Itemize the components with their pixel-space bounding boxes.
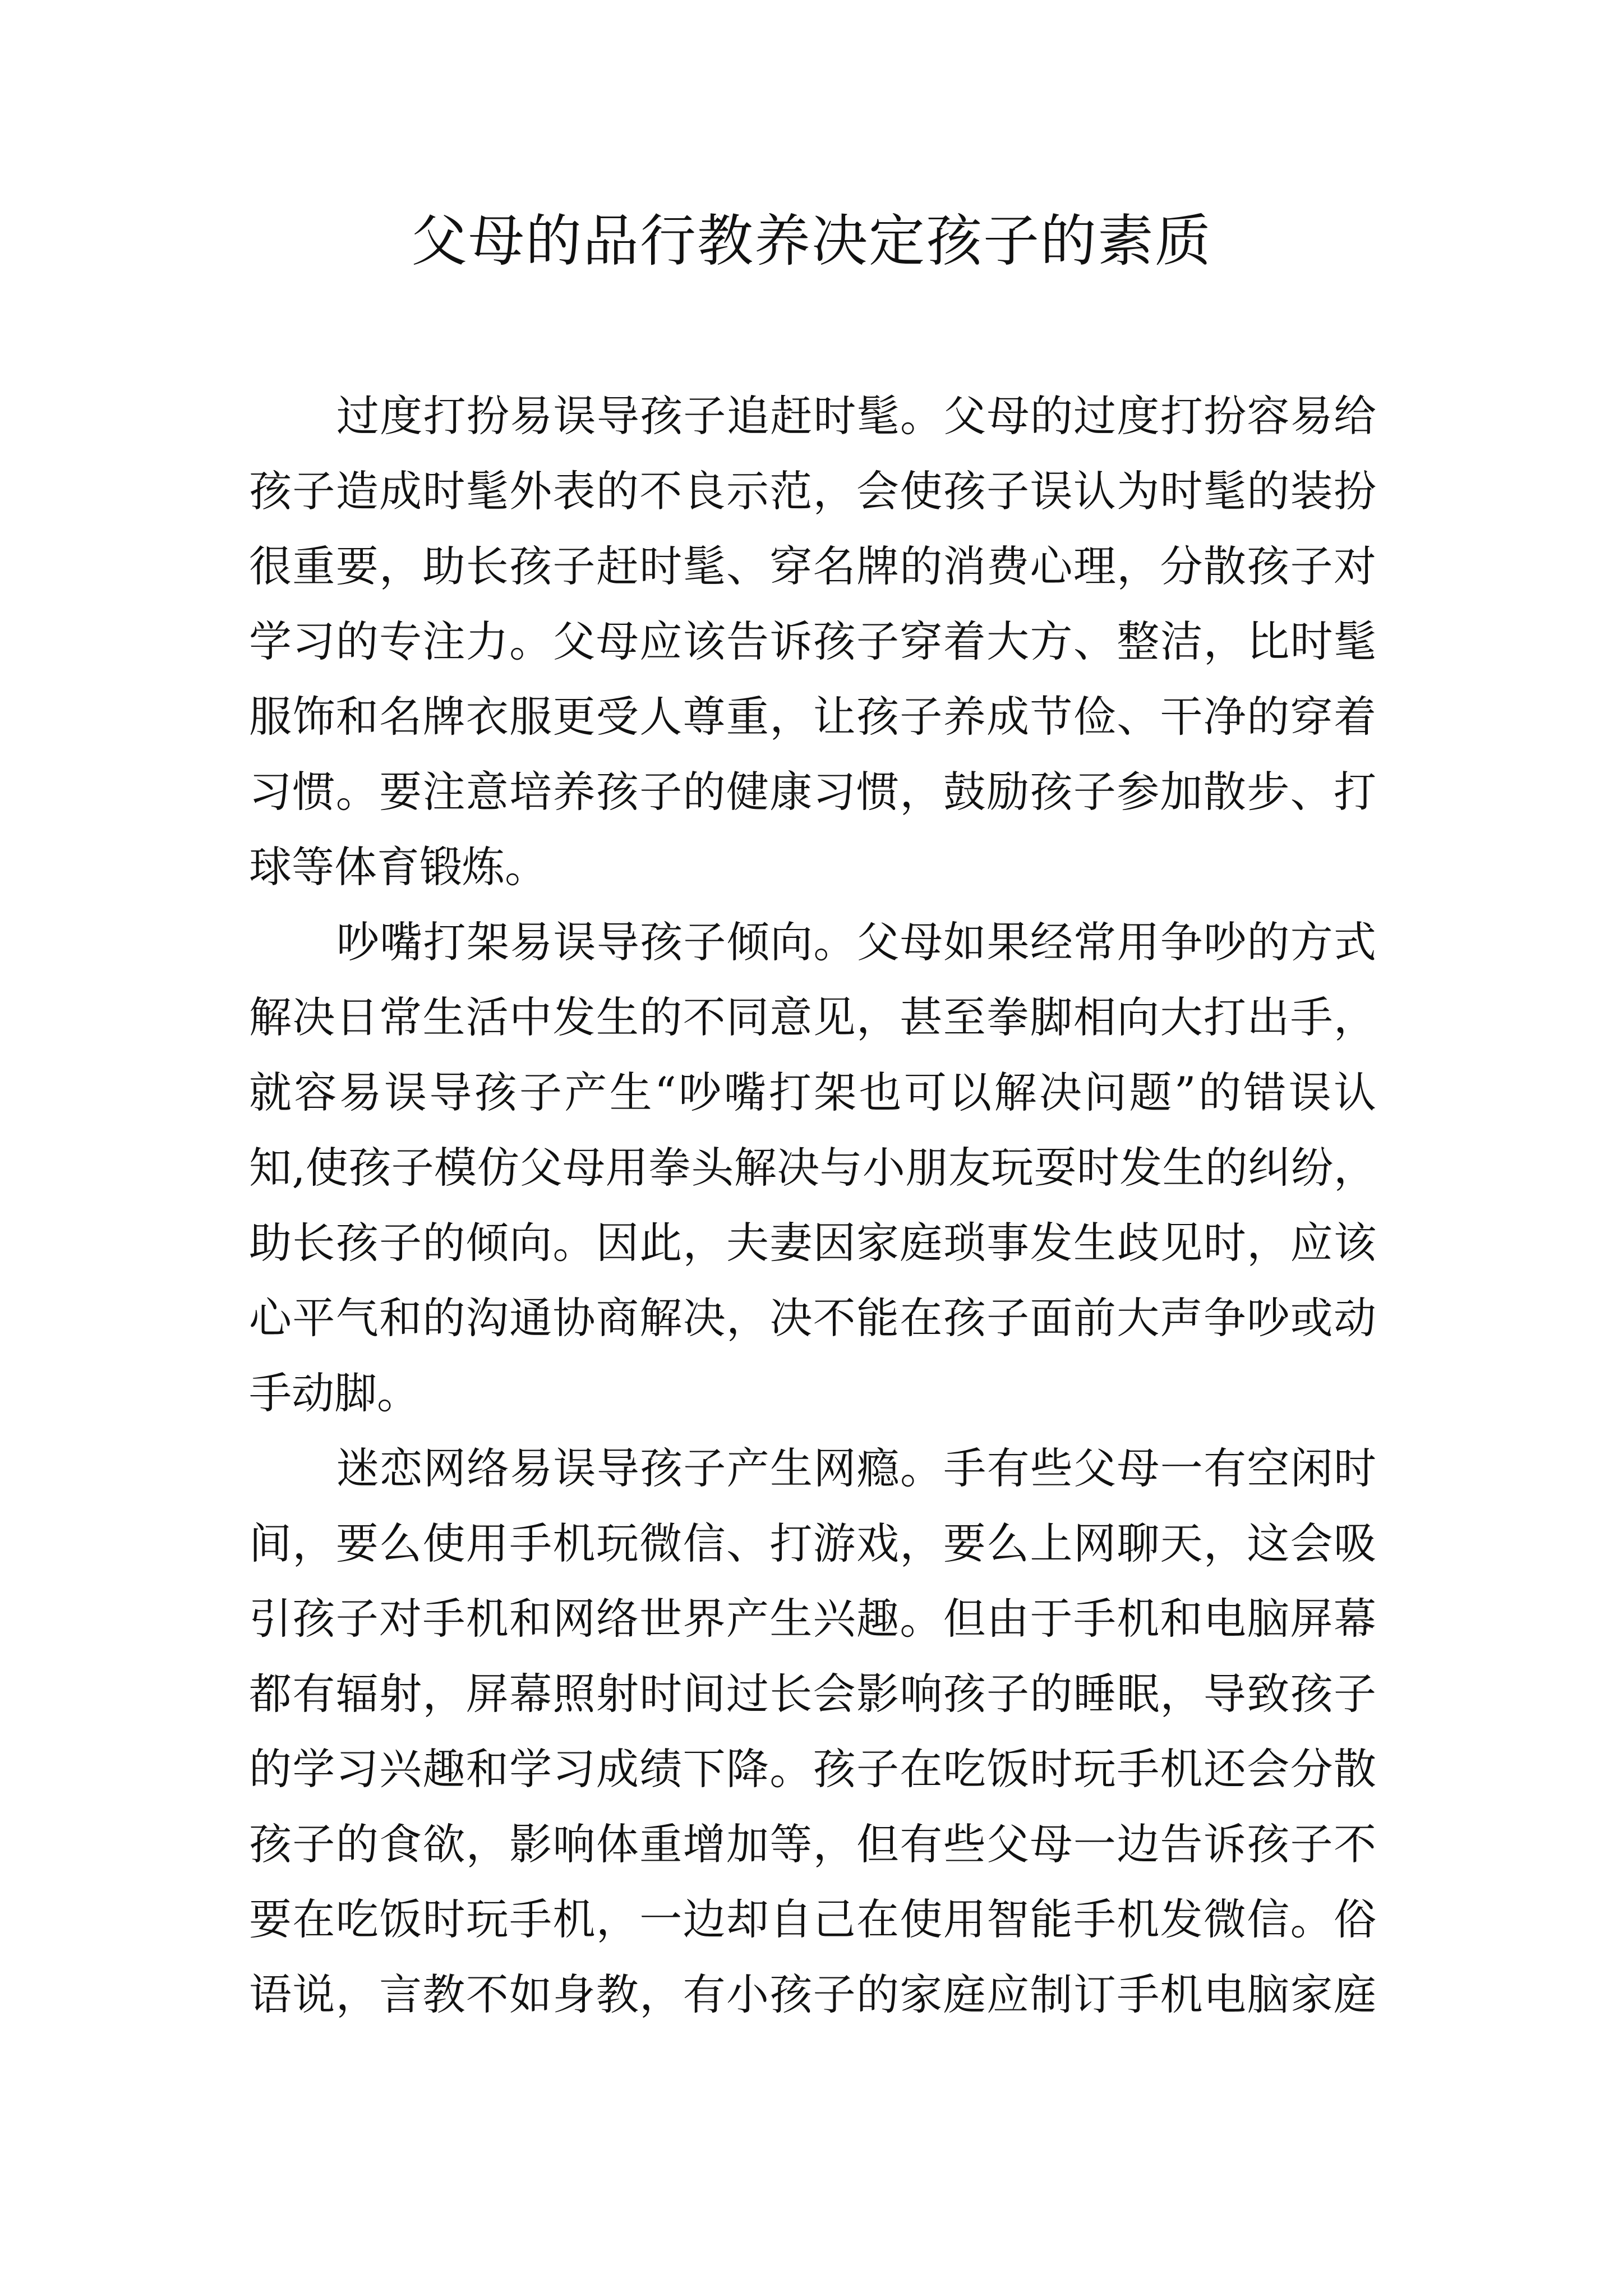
text-line: 服饰和名牌衣服更受人尊重，让孩子养成节俭、干净的穿着	[249, 692, 1376, 742]
text-line: 语说，言教不如身教，有小孩子的家庭应制订手机电脑家庭	[249, 1970, 1376, 2019]
paragraph-1	[249, 379, 1376, 905]
text-line: 很重要，助长孩子赶时髦、穿名牌的消费心理，分散孩子对	[249, 541, 1376, 591]
text-line: 就容易误导孩子产生“吵嘴打架也可以解决问题”的错误认	[249, 1068, 1376, 1117]
text-line: 知,使孩子模仿父母用拳头解决与小朋友玩耍时发生的纠纷，	[249, 1143, 1376, 1193]
text-line: 都有辐射，屏幕照射时间过长会影响孩子的睡眠，导致孩子	[249, 1669, 1376, 1719]
document-body	[249, 379, 1376, 2032]
paragraph-2	[249, 905, 1376, 1431]
text-line: 过度打扮易误导孩子追赶时髦。父母的过度打扮容易给	[336, 391, 1376, 441]
text-line: 助长孩子的倾向。因此，夫妻因家庭琐事发生歧见时，应该	[249, 1218, 1376, 1268]
text-line: 解决日常生活中发生的不同意见，甚至拳脚相向大打出手，	[249, 992, 1376, 1042]
paragraph-3	[249, 1431, 1376, 2032]
text-line: 吵嘴打架易误导孩子倾向。父母如果经常用争吵的方式	[336, 917, 1376, 967]
text-line: 迷恋网络易误导孩子产生网瘾。手有些父母一有空闲时	[336, 1443, 1376, 1493]
text-line: 的学习兴趣和学习成绩下降。孩子在吃饭时玩手机还会分散	[249, 1744, 1376, 1794]
text-line: 球等体育锻炼。	[249, 842, 547, 892]
text-line: 学习的专注力。父母应该告诉孩子穿着大方、整洁，比时髦	[249, 616, 1376, 666]
text-line: 引孩子对手机和网络世界产生兴趣。但由于手机和电脑屏幕	[249, 1594, 1376, 1644]
text-line: 孩子造成时髦外表的不良示范，会使孩子误认为时髦的装扮	[249, 466, 1376, 516]
text-line: 习惯。要注意培养孩子的健康习惯，鼓励孩子参加散步、打	[249, 767, 1376, 817]
text-line: 间，要么使用手机玩微信、打游戏，要么上网聊天，这会吸	[249, 1519, 1376, 1568]
document-title: 父母的品行教养决定孩子的素质	[411, 208, 1212, 274]
text-line: 手动脚。	[249, 1368, 419, 1418]
text-line: 孩子的食欲，影响体重增加等，但有些父母一边告诉孩子不	[249, 1819, 1376, 1869]
text-line: 心平气和的沟通协商解决，决不能在孩子面前大声争吵或动	[249, 1293, 1376, 1343]
text-line: 要在吃饭时玩手机，一边却自己在使用智能手机发微信。俗	[249, 1894, 1376, 1944]
